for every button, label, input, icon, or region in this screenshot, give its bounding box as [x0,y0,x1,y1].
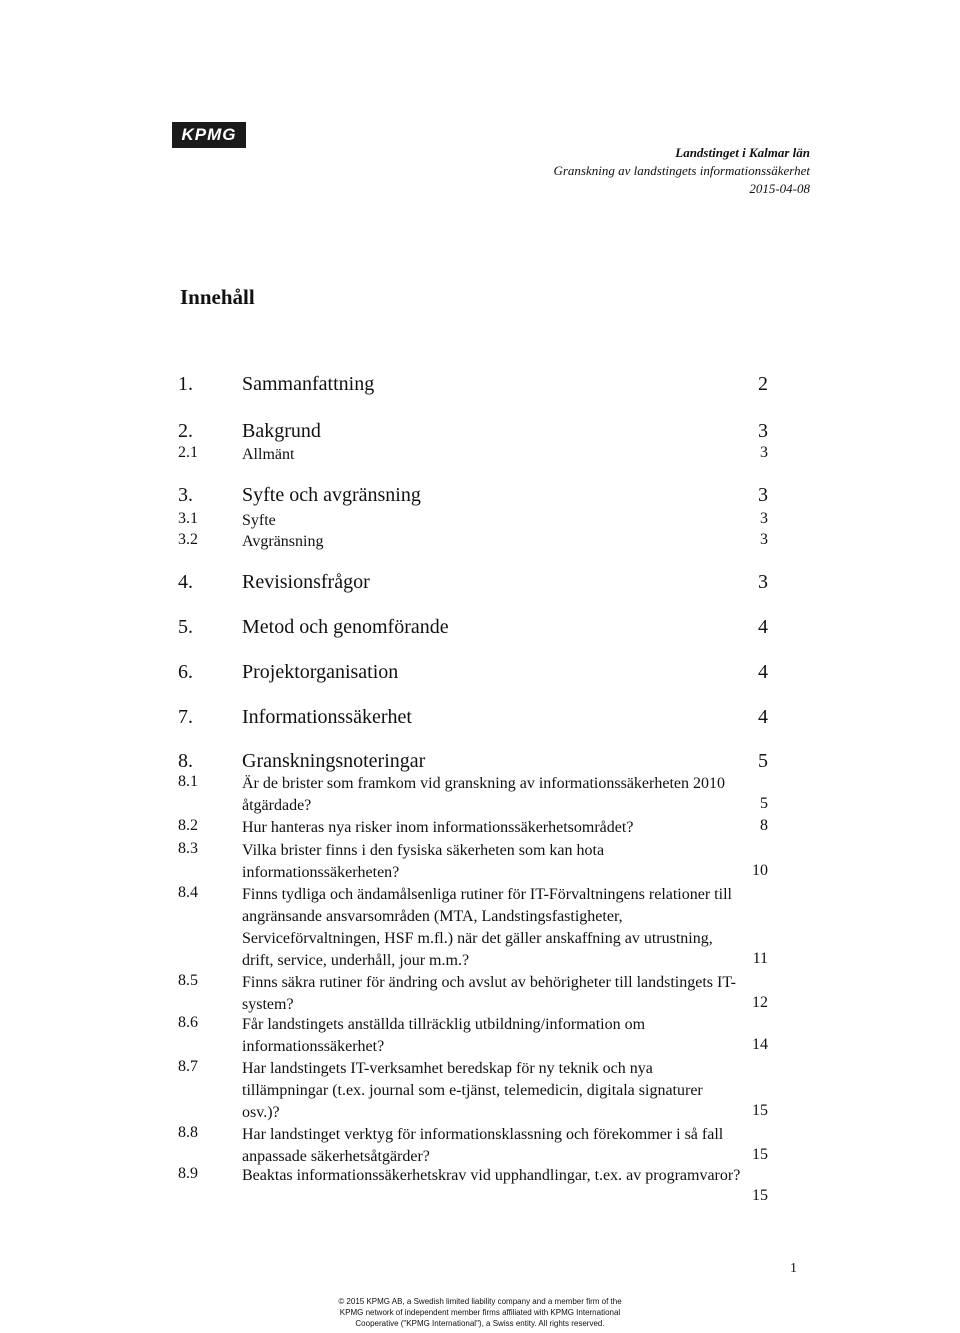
toc-entry-page: 15 [752,1187,768,1204]
toc-entry-number: 8.6 [178,1014,198,1031]
toc-entry-page: 8 [760,817,768,834]
toc-entry-label: Har landstingets IT-verksamhet beredskap för ny teknik och nya tillämpningar (t.ex. journal som e-tjänst, telemedicin, digitala signaturer osv.)? [242,1060,703,1121]
toc-entry-label: Sammanfattning [242,373,375,395]
toc-entry-number: 5. [178,616,193,638]
toc-entry-page: 4 [758,616,768,638]
toc-entry-label: Projektorganisation [242,661,399,683]
toc-entry-label: Informationssäkerhet [242,706,412,728]
toc-entry-page: 3 [760,510,768,527]
toc-entry-page: 5 [760,795,768,812]
toc-entry-label: Får landstingets anställda tillräcklig utbildning/information om informationssäkerhet? [242,1016,646,1055]
toc-entry-label: Metod och genomförande [242,616,449,638]
toc-entry-number: 3.2 [178,531,198,548]
toc-entry-page: 3 [758,420,768,442]
footer-line: KPMG network of independent member firms affiliated with KPMG International [339,1308,621,1317]
toc-entry-page: 4 [758,661,768,683]
toc-entry-number: 6. [178,661,193,683]
toc-title: Innehåll [180,285,255,309]
toc-entry-number: 2. [178,420,193,442]
toc-entry-number: 8.4 [178,884,198,901]
toc-entry-label: Syfte och avgränsning [242,484,421,506]
toc-entry-label: Är de brister som framkom vid granskning av informationssäkerheten 2010 åtgärdade? [242,775,725,814]
header-organization: Landstinget i Kalmar län [675,145,810,160]
toc-entry-label: Hur hanteras nya risker inom informationssäkerhetsområdet? [242,819,634,836]
copyright-footer [300,1296,660,1329]
toc-entry-label: Bakgrund [242,420,321,442]
toc-entry-page: 10 [752,862,768,879]
toc-entry-page: 3 [758,484,768,506]
toc-entry-label: Finns säkra rutiner för ändring och avslut av behörigheter till landstingets IT-system? [242,974,736,1013]
page-number: 1 [790,1261,797,1276]
toc-entry-label: Syfte [242,512,276,529]
toc-entry-label: Beaktas informationssäkerhetskrav vid upphandlingar, t.ex. av programvaror? [242,1167,741,1184]
kpmg-logo: KPMG [172,122,246,148]
toc-entry-number: 8.5 [178,972,198,989]
toc-entry-page: 14 [752,1036,768,1053]
toc-entry-label: Finns tydliga och ändamålsenliga rutiner för IT-Förvaltningens relationer till angränsande ansvarsområden (MTA, Landstingsfastigheter, Serviceförvaltningen, HSF m.fl.) när det gäller anskaffning av utrustning, drift, service, underhåll, jour m.m.? [242,886,732,969]
toc-entry-page: 3 [758,571,768,593]
header-report-title: Granskning av landstingets informationssäkerhet [553,163,810,178]
toc-entry-label: Avgränsning [242,533,324,550]
toc-entry-page: 2 [758,373,768,395]
header-date: 2015-04-08 [749,181,810,196]
toc-entry-number: 8. [178,750,193,772]
toc-entry-number: 3.1 [178,510,198,527]
footer-line: © 2015 KPMG AB, a Swedish limited liability company and a member firm of the [338,1297,622,1306]
toc-entry-page: 5 [758,750,768,772]
toc-entry-page: 12 [752,994,768,1011]
toc-entry-page: 3 [760,444,768,461]
toc-entry-label: Allmänt [242,446,295,463]
toc-entry-number: 8.2 [178,817,198,834]
toc-entry-page: 4 [758,706,768,728]
toc-entry-page: 11 [752,950,768,967]
toc-entry-page: 3 [760,531,768,548]
toc-entry-number: 8.7 [178,1058,198,1075]
toc-entry-number: 8.9 [178,1165,198,1182]
toc-entry-page: 15 [752,1146,768,1163]
toc-entry-number: 8.3 [178,840,198,857]
toc-entry-number: 8.8 [178,1124,198,1141]
toc-entry-label: Revisionsfrågor [242,571,370,593]
toc-entry-number: 3. [178,484,193,506]
toc-entry-page: 15 [752,1102,768,1119]
document-header [553,144,810,198]
toc-entry-number: 1. [178,373,193,395]
toc-entry-number: 2.1 [178,444,198,461]
toc-entry-label: Vilka brister finns i den fysiska säkerheten som kan hota informationssäkerheten? [242,842,605,881]
toc-entry-number: 7. [178,706,193,728]
toc-entry-number: 4. [178,571,193,593]
toc-entry-label: Har landstinget verktyg för informationsklassning och förekommer i så fall anpassade säkerhetsåtgärder? [242,1126,724,1165]
toc-entry-label: Granskningsnoteringar [242,750,426,772]
toc-entry-number: 8.1 [178,773,198,790]
footer-line: Cooperative ("KPMG International"), a Swiss entity. All rights reserved. [355,1319,605,1328]
